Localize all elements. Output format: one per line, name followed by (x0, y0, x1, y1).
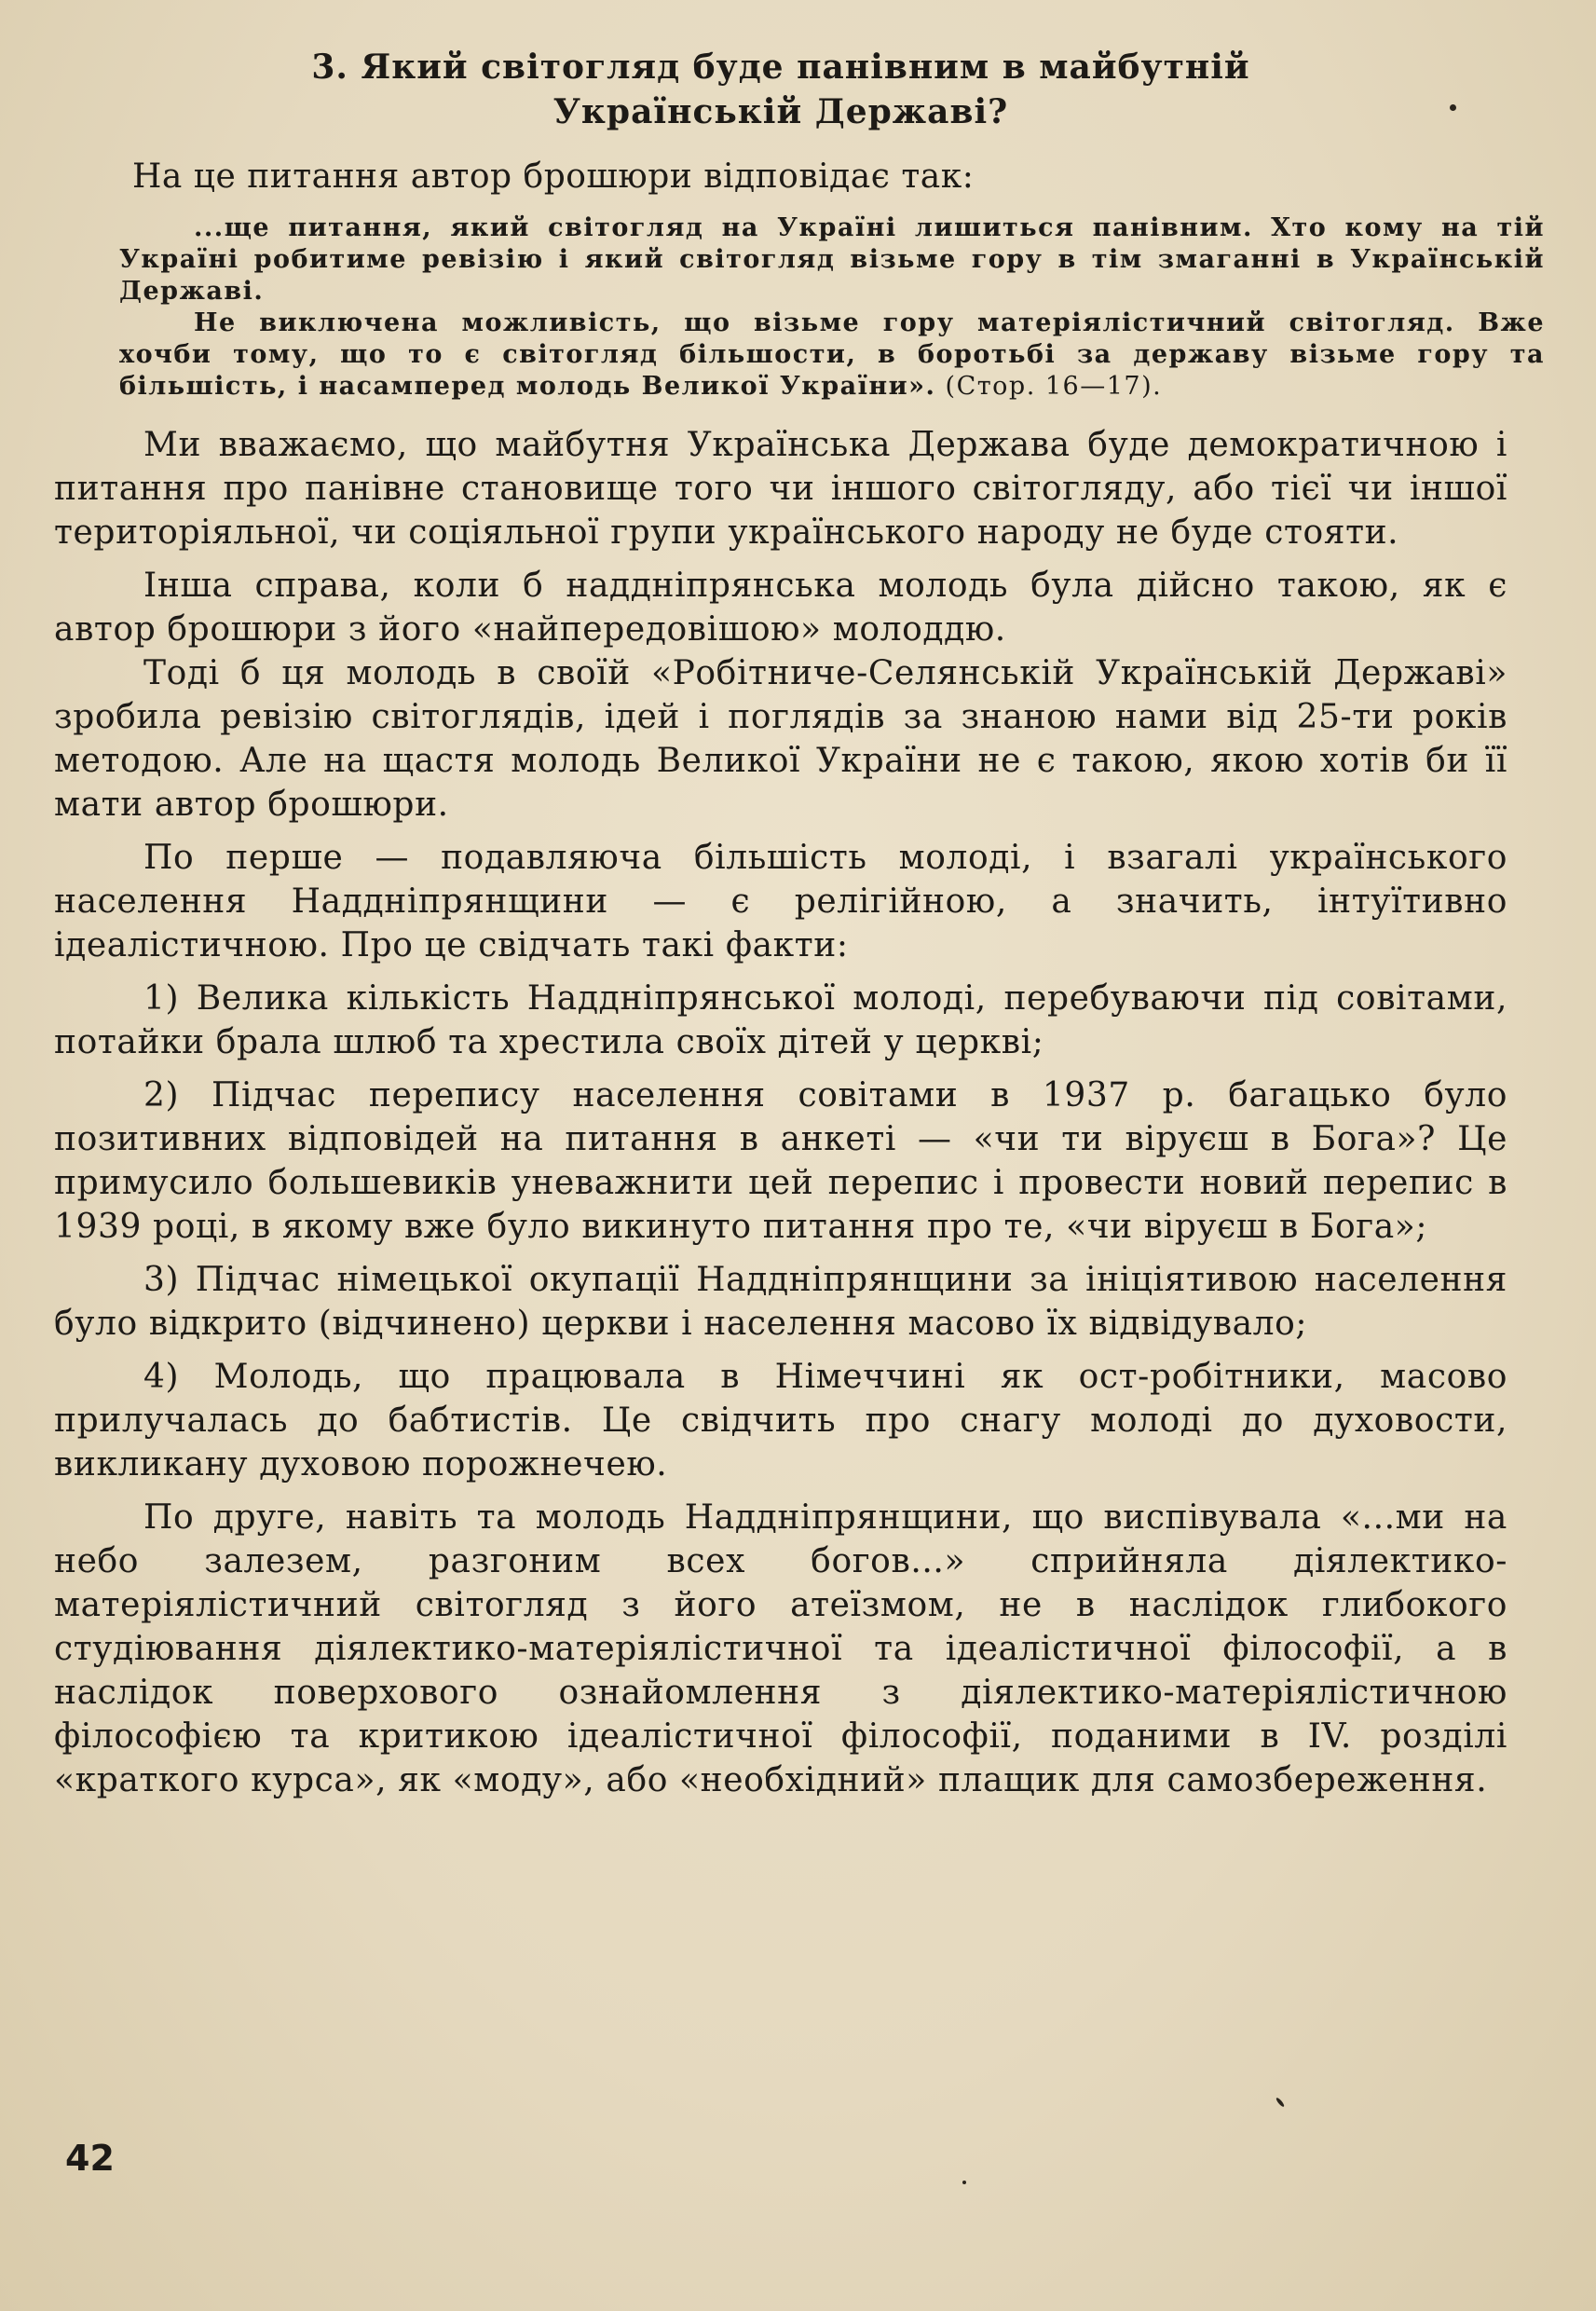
document-page (54, 45, 1545, 2272)
quote-paragraph-2 (119, 308, 1545, 403)
paper-speck (1450, 104, 1456, 111)
intro-sentence: На це питання автор брошюри відповідає так: (132, 157, 975, 196)
body-paragraph-3: Тоді б ця молодь в своїй «Робітниче-Селянській Українській Державі» зробила ревізію світоглядів, ідей і поглядів за знаною нами від 25-ти років методою. Але на щастя молодь Великої України не є такою, якою хотів би її мати автор брошюри. (54, 654, 1507, 824)
quote-paragraph-2-text: Не виключена можливість, що візьме гору матеріялістичний світогляд. Вже хочби тому, що то є світогляд більшости, в боротьбі за державу візьме гору та більшість, і насамперед молодь Великої України». (119, 308, 1545, 401)
body-paragraph-8: 4) Молодь, що працювала в Німеччині як ост-робітники, масово прилучалась до бабтистів. Це свідчить про снагу молоді до духовости, викликану духовою порожнечею. (54, 1358, 1507, 1484)
section-title-line-2: Українській Державі? (552, 92, 1009, 131)
paper-speck (962, 2181, 966, 2184)
quote-paragraph-1: ...ще питання, який світогляд на Україні лишиться панівним. Хто кому на тій Україні робитиме ревізію і який світогляд візьме гору в тім змаганні в Українській Державі. (119, 213, 1545, 306)
section-title (54, 45, 1507, 134)
quote-page-reference: (Стор. 16—17). (935, 372, 1163, 401)
brochure-quote (119, 212, 1545, 403)
body-text (54, 423, 1507, 1802)
body-paragraph-9: По друге, навіть та молодь Наддніпрянщини, що виспівувала «...ми на небо залезем, разгоним всех богов...» сприйняла діялектико-матеріялістичний світогляд з його атеїзмом, не в наслідок глибокого студіювання діялектико-матеріялістичної та ідеалістичної філософії, а в наслідок поверхового ознайомлення з діялектико-матеріялістичною філософією та критикою ідеалістичної філософії, поданими в IV. розділі «краткого курса», як «моду», або «необхідний» плащик для самозбереження. (54, 1498, 1507, 1799)
body-paragraph-2: Інша справа, коли б наддніпрянська молодь була дійсно такою, як є автор брошюри з його «найпередовішою» молоддю. (54, 567, 1507, 649)
body-paragraph-1: Ми вважаємо, що майбутня Українська Держава буде демократичною і питання про панівне становище того чи іншого світогляду, або тієї чи іншої територіяльної, чи соціяльної групи українського народу не буде стояти. (54, 426, 1507, 552)
body-paragraph-7: 3) Підчас німецької окупації Наддніпрянщини за ініціятивою населення було відкрито (відчинено) церкви і населення масово їх відвідувало; (54, 1261, 1507, 1343)
section-title-line-1: 3. Який світогляд буде панівним в майбутній (311, 48, 1250, 87)
body-paragraph-4: По перше — подавляюча більшість молоді, і взагалі українського населення Наддніпрянщини — є релігійною, а значить, інтуїтивно ідеалістичною. Про це свідчать такі факти: (54, 839, 1507, 964)
page-number: 42 (65, 2138, 115, 2179)
body-paragraph-6: 2) Підчас перепису населення совітами в 1937 р. багацько було позитивних відповідей на питання в анкеті — «чи ти віруєш в Бога»? Це примусило большевиків уневажнити цей перепис і провести новий перепис в 1939 році, в якому вже було викинуто питання про те, «чи віруєш в Бога»; (54, 1076, 1507, 1246)
body-paragraph-5: 1) Велика кількість Наддніпрянської молоді, перебуваючи під совітами, потайки брала шлюб та хрестила своїх дітей у церкві; (54, 979, 1507, 1061)
